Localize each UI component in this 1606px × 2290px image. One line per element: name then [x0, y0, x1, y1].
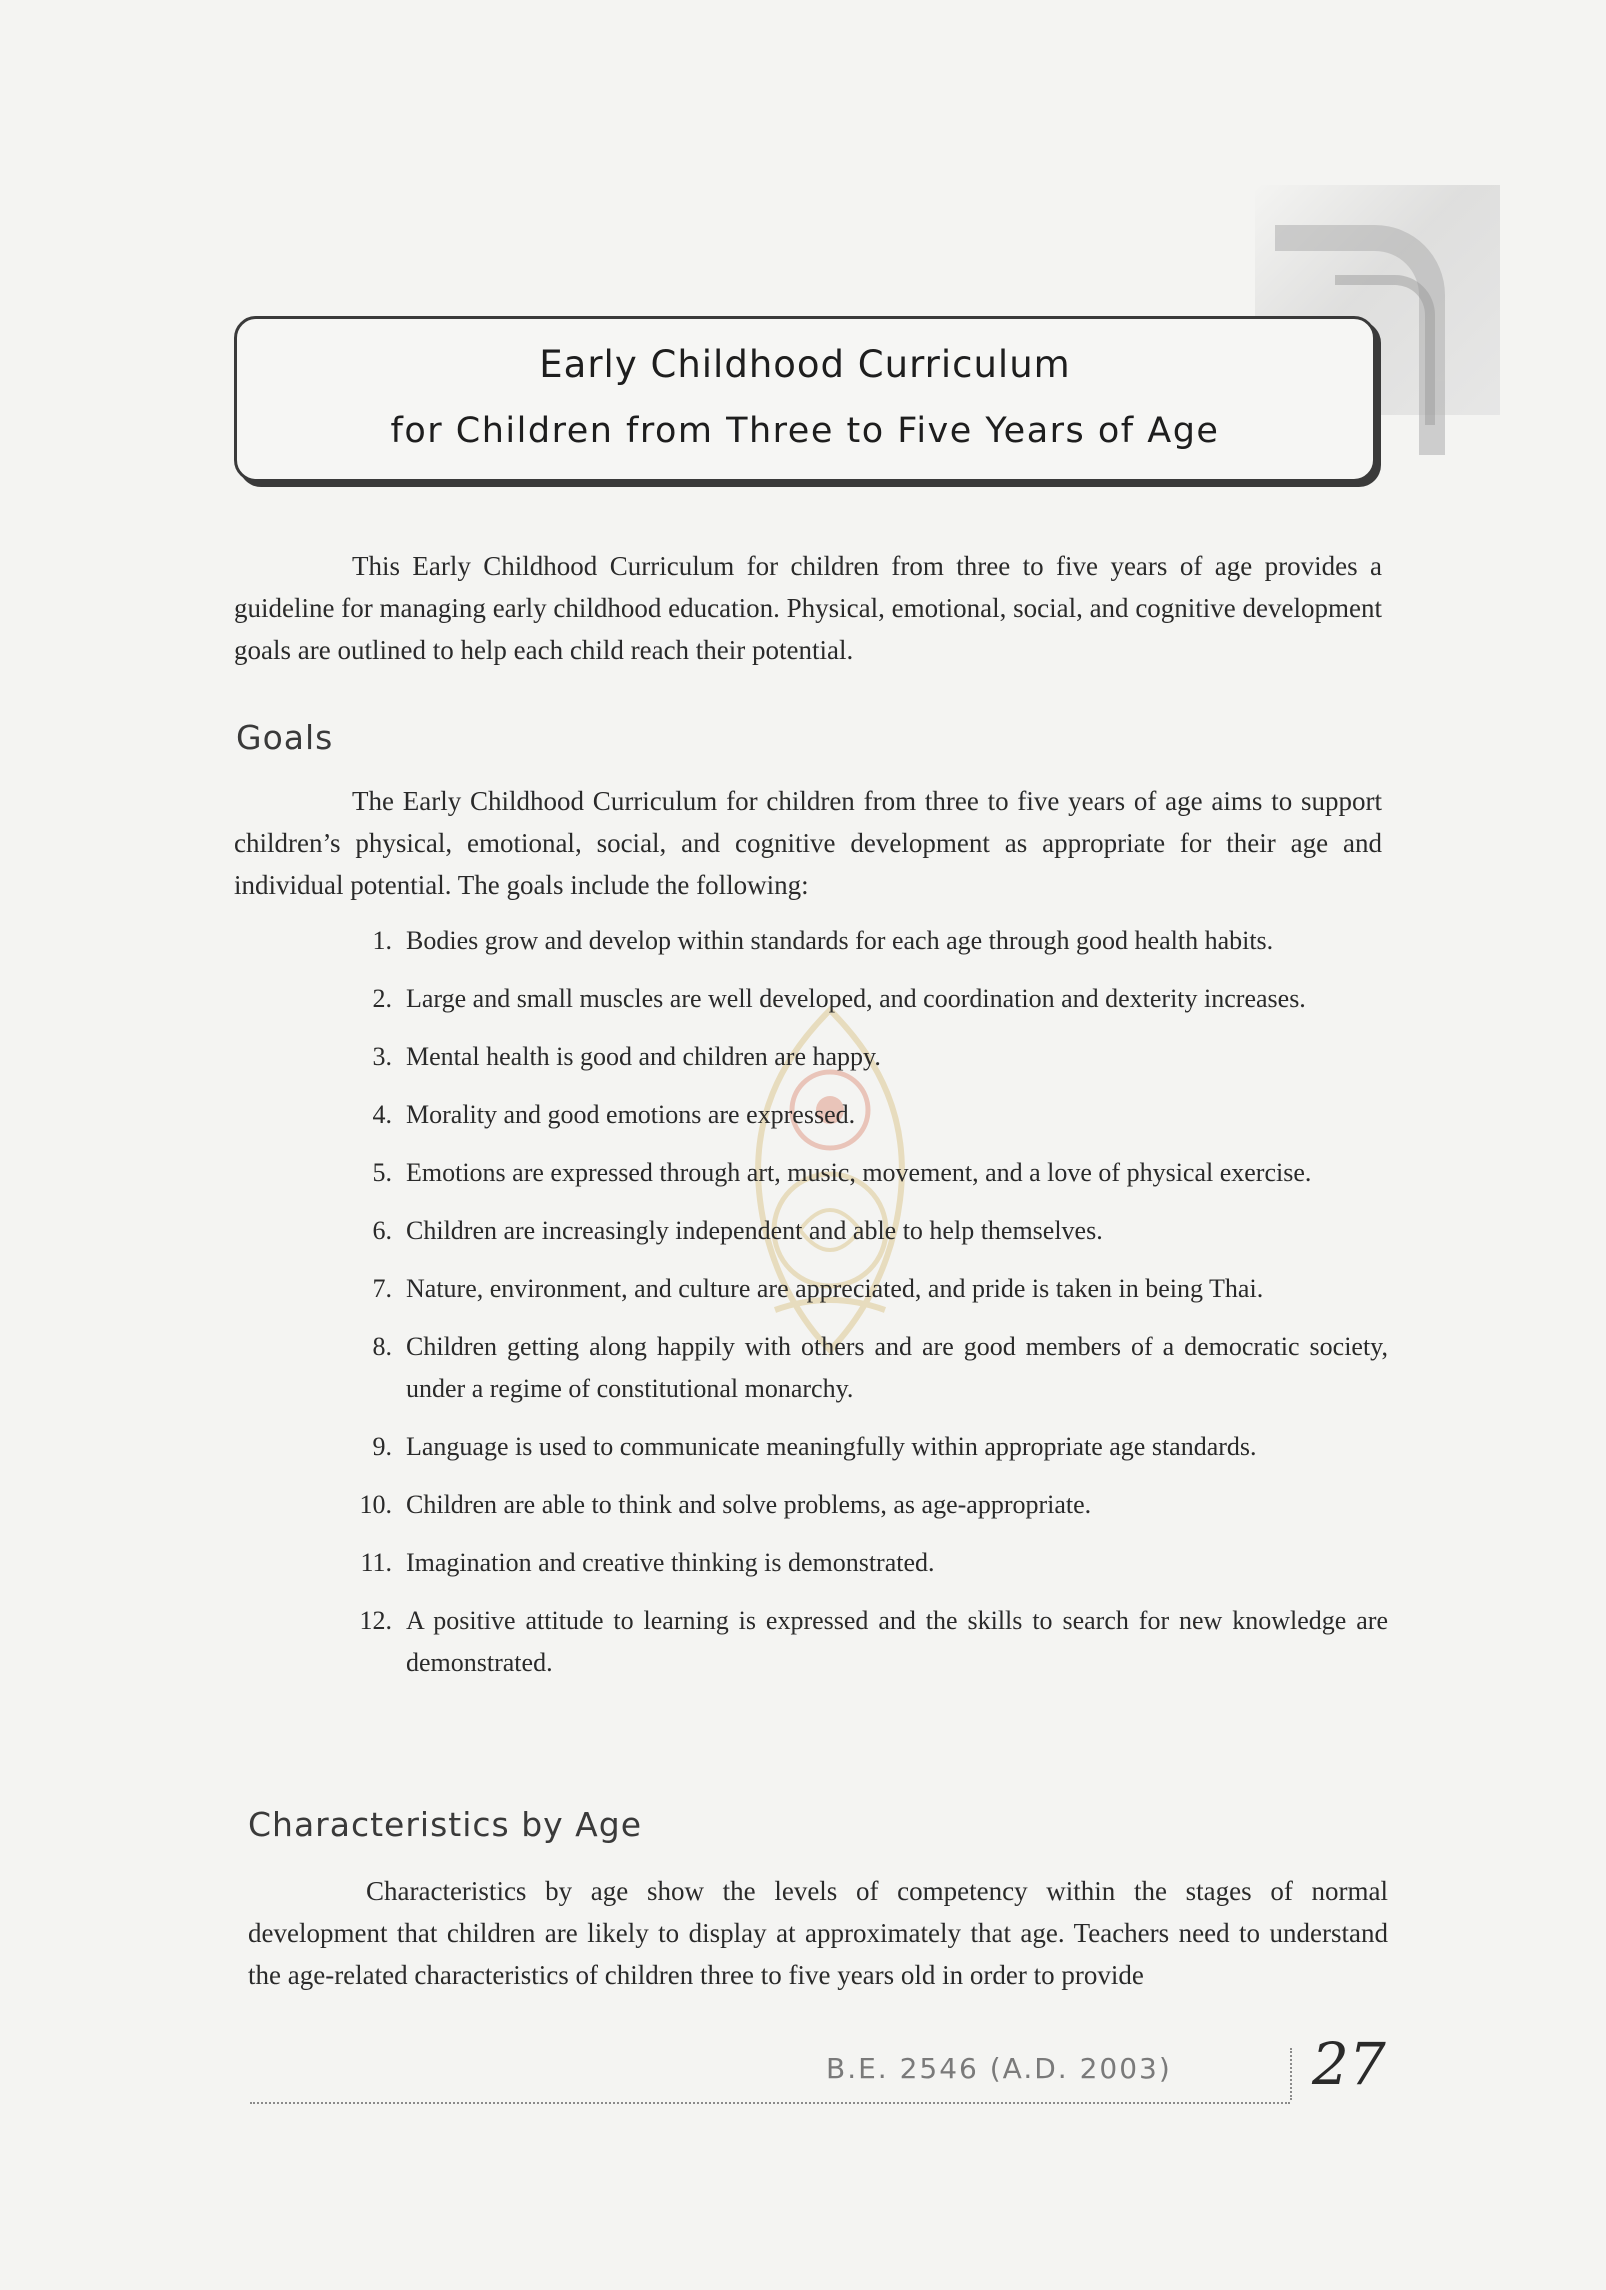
list-item — [348, 1542, 1388, 1584]
list-item-text: Morality and good emotions are expressed. — [406, 1100, 856, 1129]
goals-paragraph — [234, 780, 1382, 906]
page-number: 27 — [1312, 2030, 1386, 2098]
list-item-text: Imagination and creative thinking is demonstrated. — [406, 1548, 935, 1577]
intro-text: This Early Childhood Curriculum for children from three to five years of age provides a guideline for managing early childhood education. Physical, emotional, social, and cognitive development goals are outlined to help each child reach their potential. — [234, 551, 1382, 665]
list-item — [348, 1210, 1388, 1252]
list-item — [348, 1152, 1388, 1194]
list-item-number: 2. — [372, 984, 392, 1013]
list-item-text: Emotions are expressed through art, music, movement, and a love of physical exercise. — [406, 1158, 1312, 1187]
list-item — [348, 920, 1388, 962]
list-item — [348, 1094, 1388, 1136]
footer-rule — [250, 2102, 1290, 2104]
title-box — [234, 316, 1376, 482]
list-item-number: 4. — [372, 1100, 392, 1129]
list-item-number: 3. — [372, 1042, 392, 1071]
list-item — [348, 1326, 1388, 1410]
list-item — [348, 1600, 1388, 1684]
list-item-text: Children are able to think and solve problems, as age-appropriate. — [406, 1490, 1092, 1519]
list-item-number: 6. — [372, 1216, 392, 1245]
list-item-number: 12. — [359, 1606, 392, 1635]
list-item-number: 10. — [359, 1490, 392, 1519]
list-item-text: Large and small muscles are well developed, and coordination and dexterity increases. — [406, 984, 1306, 1013]
list-item-number: 8. — [372, 1332, 392, 1361]
list-item-text: A positive attitude to learning is expressed and the skills to search for new knowledge are demonstrated. — [406, 1606, 1388, 1677]
characteristics-paragraph — [248, 1870, 1388, 1996]
list-item-text: Children getting along happily with others and are good members of a democratic society, under a regime of constitutional monarchy. — [406, 1332, 1388, 1403]
list-item-number: 1. — [372, 926, 392, 955]
page-subtitle: for Children from Three to Five Years of Age — [390, 411, 1220, 451]
list-item — [348, 978, 1388, 1020]
list-item-text: Mental health is good and children are happy. — [406, 1042, 881, 1071]
goals-list — [348, 920, 1388, 1700]
list-item-text: Language is used to communicate meaningfully within appropriate age standards. — [406, 1432, 1257, 1461]
list-item — [348, 1268, 1388, 1310]
list-item-text: Nature, environment, and culture are appreciated, and pride is taken in being Thai. — [406, 1274, 1264, 1303]
characteristics-heading: Characteristics by Age — [248, 1805, 643, 1844]
list-item-number: 5. — [372, 1158, 392, 1187]
intro-paragraph — [234, 545, 1382, 671]
list-item-number: 11. — [360, 1548, 392, 1577]
list-item-text: Bodies grow and develop within standards for each age through good health habits. — [406, 926, 1274, 955]
goals-paragraph-text: The Early Childhood Curriculum for children from three to five years of age aims to support children’s physical, emotional, social, and cognitive development as appropriate for their age and individual potential. The goals include the following: — [234, 786, 1382, 900]
list-item-number: 7. — [372, 1274, 392, 1303]
footer-separator — [1290, 2048, 1292, 2100]
goals-heading: Goals — [236, 718, 334, 757]
list-item-number: 9. — [372, 1432, 392, 1461]
list-item-text: Children are increasingly independent and able to help themselves. — [406, 1216, 1103, 1245]
characteristics-paragraph-text: Characteristics by age show the levels of competency within the stages of normal development that children are likely to display at approximately that age. Teachers need to understand the age-related characteristics of children three to five years old in order to provide — [248, 1876, 1388, 1990]
footer-edition: B.E. 2546 (A.D. 2003) — [826, 2052, 1172, 2085]
page-title: Early Childhood Curriculum — [539, 343, 1071, 386]
list-item — [348, 1036, 1388, 1078]
list-item — [348, 1426, 1388, 1468]
list-item — [348, 1484, 1388, 1526]
